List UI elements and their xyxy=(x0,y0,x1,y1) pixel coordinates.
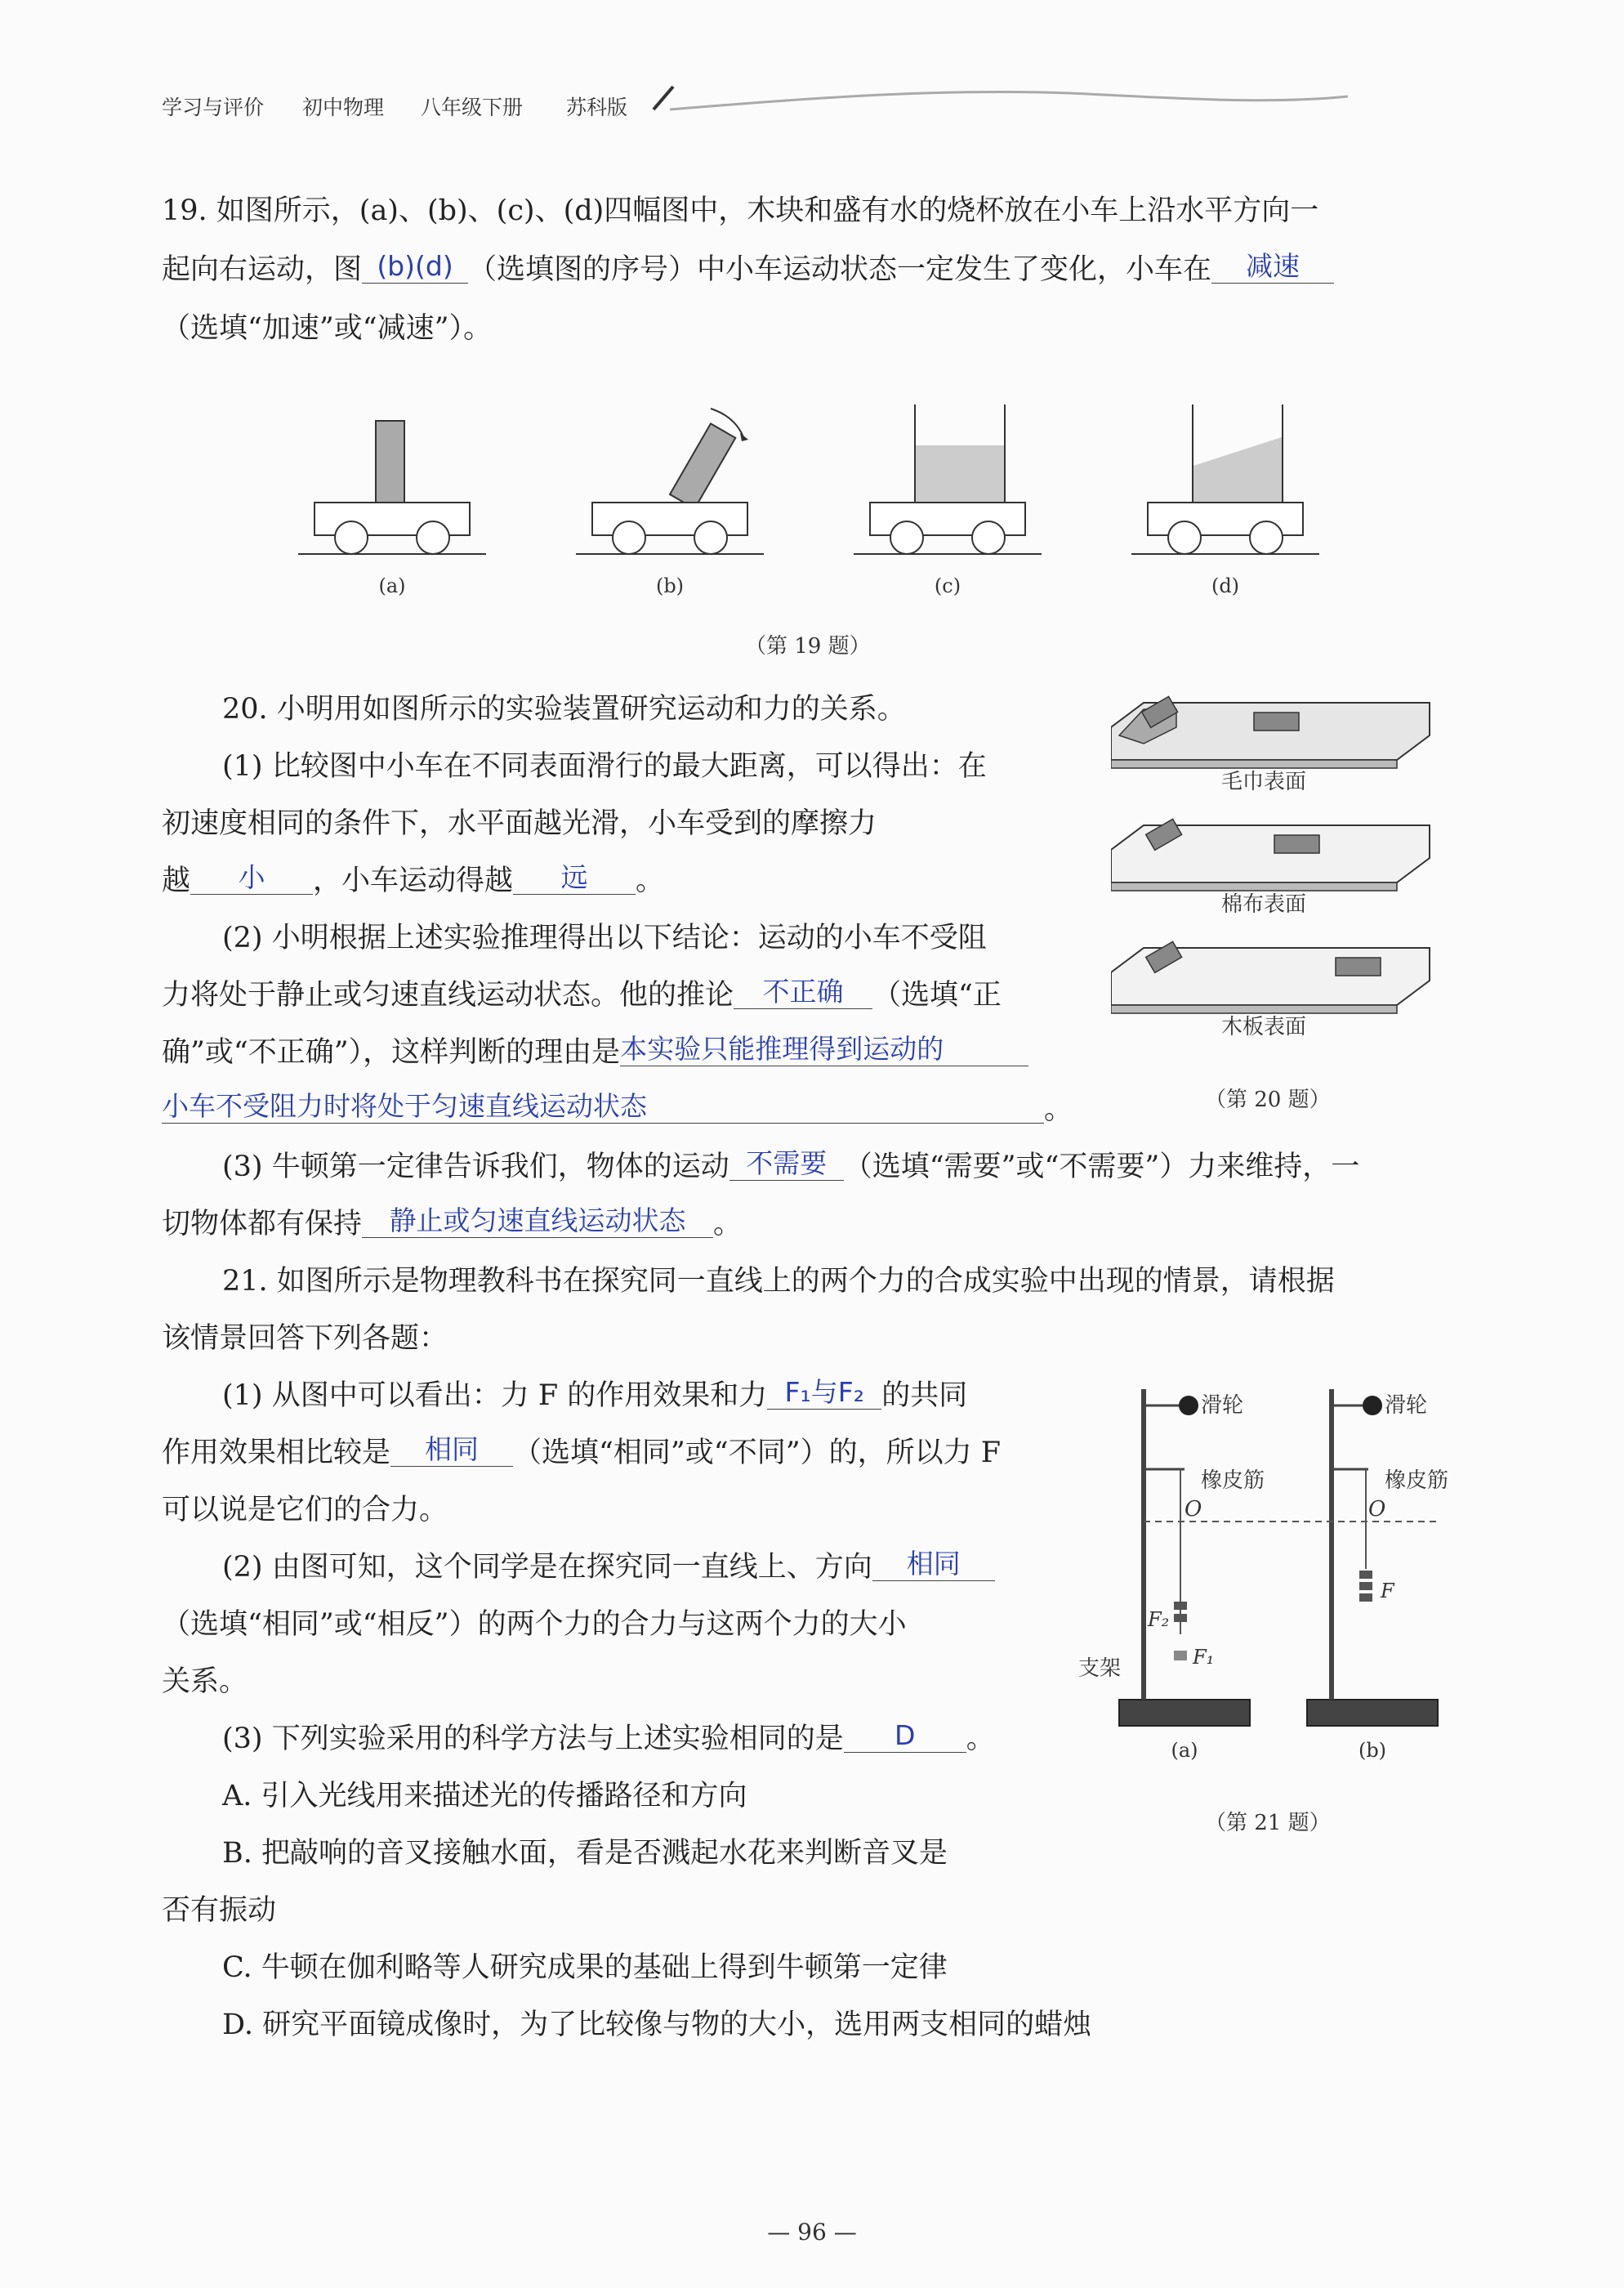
q19-line3: （选填“加速”或“减速”）。 xyxy=(162,312,493,345)
q21-p2-line1: (2) 由图可知，这个同学是在探究同一直线上、方向 相同 xyxy=(222,1551,995,1584)
q21-option-d: D. 研究平面镜成像时，为了比较像与物的大小，选用两支相同的蜡烛 xyxy=(222,2009,1092,2041)
q20-p2-line4: 小车不受阻力时将处于匀速直线运动状态 。 xyxy=(162,1090,1073,1126)
q20-answer6: 静止或匀速直线运动状态 xyxy=(362,1204,713,1238)
cart-b xyxy=(576,409,764,554)
q19-label-b: (b) xyxy=(655,574,685,597)
q21-figure xyxy=(1078,1373,1487,1765)
q20-p1-line1: (1) 比较图中小车在不同表面滑行的最大距离，可以得出：在 xyxy=(222,750,987,783)
q21-answer1: F₁与F₂ xyxy=(767,1376,881,1410)
q20-line1: 20. 小明用如图所示的实验装置研究运动和力的关系。 xyxy=(222,693,906,726)
q19-label-d: (d) xyxy=(1211,574,1240,597)
q20-p2-line1: (2) 小明根据上述实验推理得出以下结论：运动的小车不受阻 xyxy=(222,922,987,954)
q19-label-a: (a) xyxy=(378,574,406,597)
q20-p1-line2: 初速度相同的条件下，水平面越光滑，小车受到的摩擦力 xyxy=(162,807,877,840)
q19-figure xyxy=(286,392,1348,613)
q20-answer4b: 小车不受阻力时将处于匀速直线运动状态 xyxy=(162,1090,1044,1124)
q20-figure xyxy=(1111,678,1438,1046)
q19-label-c: (c) xyxy=(934,574,961,597)
q21-label-a: (a) xyxy=(1171,1739,1198,1762)
q21-pulley-b: 滑轮 xyxy=(1385,1393,1428,1418)
q21-f: F xyxy=(1381,1580,1394,1602)
q20-p2-line3: 确”或“不正确”），这样判断的理由是本实验只能推理得到运动的 xyxy=(162,1036,1028,1070)
q20-caption: （第 20 题） xyxy=(1205,1088,1331,1112)
q20-answer4a: 本实验只能推理得到运动的 xyxy=(620,1033,1028,1066)
q19-line2: 起向右运动，图 (b)(d) （选填图的序号）中小车运动状态一定发生了变化，小车在 减速 xyxy=(162,253,1334,287)
q19-line1: 19. 如图所示，(a)、(b)、(c)、(d)四幅图中，木块和盛有水的烧杯放在小车上沿水平方向一 xyxy=(162,194,1319,227)
cart-c xyxy=(854,404,1042,554)
q21-p1-line3: 可以说是它们的合力。 xyxy=(162,1494,448,1526)
q21-answer4: D xyxy=(844,1719,966,1753)
q21-option-b-line2: 否有振动 xyxy=(162,1894,277,1927)
q20-p3-line2: 切物体都有保持 静止或匀速直线运动状态 。 xyxy=(162,1204,743,1240)
q20-p1-line3: 越 小 ，小车运动得越 远 。 xyxy=(162,861,665,897)
q21-option-a: A. 引入光线用来描述光的传播路径和方向 xyxy=(222,1780,747,1812)
q20-answer5: 不需要 xyxy=(729,1147,844,1181)
q21-p1-line1: (1) 从图中可以看出：力 F 的作用效果和力 F₁与F₂ 的共同 xyxy=(222,1376,968,1412)
q21-caption: （第 21 题） xyxy=(1205,1811,1331,1835)
q20-p2-line2: 力将处于静止或匀速直线运动状态。他的推论 不正确 （选填“正 xyxy=(162,976,1002,1012)
cart-a xyxy=(298,421,486,554)
q21-p2-line2: （选填“相同”或“相反”）的两个力的合力与这两个力的大小 xyxy=(162,1608,907,1641)
q19-answer2: 减速 xyxy=(1211,250,1334,284)
q21-answer2: 相同 xyxy=(390,1433,513,1467)
header-grade: 八年级下册 xyxy=(421,96,524,119)
header-subject: 初中物理 xyxy=(302,96,385,119)
q21-band-a: 橡皮筋 xyxy=(1201,1468,1265,1493)
cart-d xyxy=(1131,404,1319,554)
q21-p2-line3: 关系。 xyxy=(162,1665,248,1698)
q21-line2: 该情景回答下列各题： xyxy=(162,1322,448,1355)
q21-answer3: 相同 xyxy=(872,1548,995,1581)
q21-label-b: (b) xyxy=(1358,1739,1387,1762)
q20-answer1: 小 xyxy=(190,861,313,895)
q19-caption: （第 19 题） xyxy=(745,634,871,659)
q21-o-b: O xyxy=(1368,1497,1386,1522)
q19-answer1: (b)(d) xyxy=(362,250,468,284)
q21-pulley-a: 滑轮 xyxy=(1201,1393,1244,1418)
q20-surface-cotton: 棉布表面 xyxy=(1221,892,1307,917)
q20-surface-wood: 木板表面 xyxy=(1221,1015,1307,1039)
q21-f1: F₁ xyxy=(1193,1646,1215,1669)
q20-surface-towel: 毛巾表面 xyxy=(1221,770,1307,794)
q21-o-a: O xyxy=(1185,1497,1202,1522)
q21-line1: 21. 如图所示是物理教科书在探究同一直线上的两个力的合成实验中出现的情景，请根据 xyxy=(222,1265,1335,1298)
q21-f2: F₂ xyxy=(1148,1608,1170,1631)
q20-answer3: 不正确 xyxy=(734,976,872,1009)
q21-p3-line1: (3) 下列实验采用的科学方法与上述实验相同的是 D 。 xyxy=(222,1719,995,1755)
q21-option-c: C. 牛顿在伽利略等人研究成果的基础上得到牛顿第一定律 xyxy=(222,1951,948,1984)
q21-band-b: 橡皮筋 xyxy=(1385,1468,1449,1493)
header-title: 学习与评价 xyxy=(162,96,265,119)
header-pen-swoosh xyxy=(645,80,1364,121)
q20-p3-line1: (3) 牛顿第一定律告诉我们，物体的运动 不需要 （选填“需要”或“不需要”）力来维持，一 xyxy=(222,1147,1360,1183)
header-edition: 苏科版 xyxy=(566,96,628,119)
q21-stand: 支架 xyxy=(1078,1656,1122,1681)
q21-p1-line2: 作用效果相比较是 相同 （选填“相同”或“不同”）的，所以力 F xyxy=(162,1433,1001,1469)
q21-option-b-line1: B. 把敲响的音叉接触水面，看是否溅起水花来判断音叉是 xyxy=(222,1837,948,1870)
q20-answer2: 远 xyxy=(513,861,636,895)
page-number: — 96 — xyxy=(767,2219,857,2246)
